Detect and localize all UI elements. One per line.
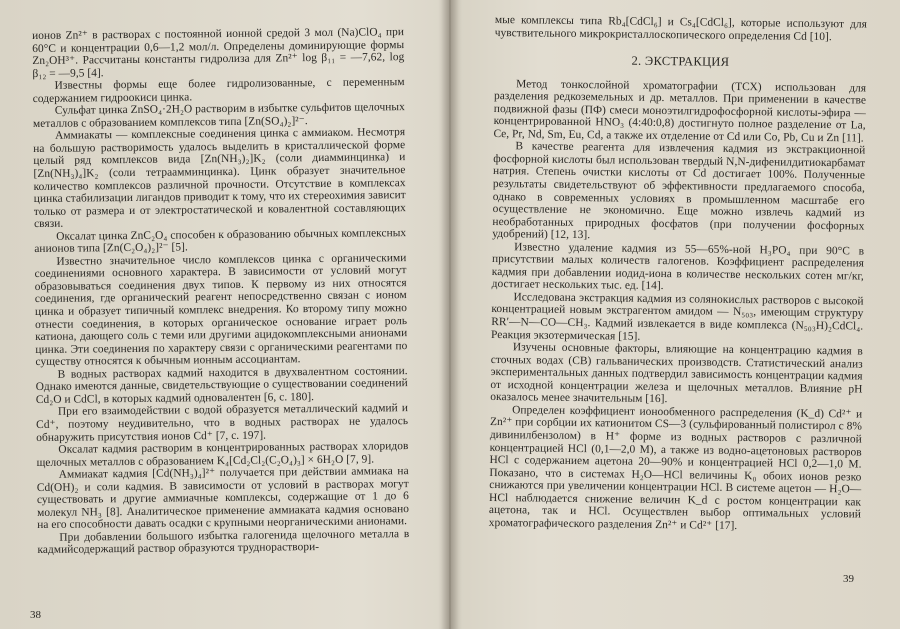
page-number: 39 <box>843 573 854 585</box>
paragraph: Аммиакаты — комплексные соединения цинка с аммиаком. Несмотря на большую растворимость удалось выделить в кристаллической форме целый ряд комплексов вида [Zn(NH₃)₂]K₂ (соли диамминцинка) и [Zn(NH₃)₄]K₂ (соли тетраамминцинка). Цинк образует значительное количество комплексов различной прочности. Отсутствие в комплексах цинка стабилизации лигандов приводит к тому, что их стереохимия зависит только от размера и от электростатической и ковалентной составляющих связи. <box>33 126 406 231</box>
left-page <box>0 0 449 629</box>
paragraph: В водных растворах кадмий находится в двухвалентном состоянии. Однако имеются данные, свидетельствующие о существовании соединений Cd₂O и CdCl, в которых кадмий одновалентен [6, с. 180]. <box>35 364 408 406</box>
paragraph: Известно удаление кадмия из 55—65%-ной H₃PO₄ при 90°C в присутствии малых количеств галогенов. Коэффициент распределения кадмия при добавлении иодид-иона в количестве нескольких сотен мг/кг, достигает нескольких тыс. ед. [14]. <box>491 241 865 293</box>
paragraph: Известно значительное число комплексов цинка с органическими соединениями основного характера. В зависимости от условий могут образовываться соединения двух типов. К первому из них относятся соединения, где органический реагент непосредственно связан с ионом цинка и образует типичный комплекс внедрения. Ко второму типу можно отнести соединения, в которых органическое основание играет роль катиона, дающего соль с теми или другими ацидокомплексными анионами цинка. Эти соединения по характеру связи с органическими реагентами по существу относятся к обычным ионным ассоциантам. <box>34 251 408 369</box>
paragraph: В качестве реагента для извлечения кадмия из экстракционной фосфорной кислоты был использован твердый N,N-дифенилдитиокарбамат натрия. Степень очистки кислоты от Cd достигает 100%. Полученные результаты свидетельствуют об эффективности предлагаемого способа, однако в современных условиях в промышленном масштабе его осуществление не экономично. Еще можно извлечь кадмий из необработанных природных фосфатов (при получении фосфорных удобрений) [12, 13]. <box>492 140 866 242</box>
right-page <box>451 0 900 629</box>
section-heading: 2. ЭКСТРАКЦИЯ <box>631 53 730 69</box>
paragraph: Аммиакат кадмия [Cd(NH₃)₄]²⁺ получается при действии аммиака на Cd(OH)₂ и соли кадмия. В зависимости от условий в растворах могут существовать и другие аммиачные комплексы, содержащие от 1 до 6 молекул NH₃ [8]. Аналитическое применение аммиаката кадмия основано на его способности давать осадки с крупными неорганическими анионами. <box>36 465 410 532</box>
left-page-text-column <box>32 26 409 557</box>
paragraph: ионов Zn²⁺ в растворах с постоянной ионной средой 3 мол (Na)ClO₄ при 60°C и концентрации 0,6—1,2 мол/л. Определены доминирующие формы Zn₂OH³⁺. Рассчитаны константы гидролиза для Zn²⁺ log β₁₁ = —7,62, log β₁₂ = —9,5 [4]. <box>32 26 405 80</box>
paragraph: Исследована экстракция кадмия из солянокислых растворов с высокой концентрацией новым экстрагентом амидом — N₅₀₃, имеющим структуру RR′—N—CO—CH₃. Кадмий извлекается в виде комплекса (N₅₀₃H)₂CdCl₄. Реакция экзотермическая [15]. <box>491 291 864 343</box>
paragraph: Известны формы еще более гидролизованные, с переменным содержанием гидроокиси цинка. <box>32 76 405 105</box>
continued-paragraph: мые комплексы типа Rb₄[CdCl₆] и Cs₄[CdCl₆], которые используют для чувствительного микрокристаллоскопического определения Cd [10]. <box>494 14 867 43</box>
paragraph: При его взаимодействии с водой образуется металлический кадмий и Cd⁺, поэтому неудивительно, что в водных растворах не удалось обнаружить присутствия ионов Cd⁺ [7, с. 197]. <box>36 402 409 444</box>
paragraph: При добавлении большого избытка галогенида щелочного металла в кадмийсодержащий раствор образуются труднораствори- <box>37 527 410 557</box>
paragraph: Оксалат цинка ZnC₂O₄ способен к образованию обычных комплексных анионов типа [Zn(C₂O₄)₂]²⁻ [5]. <box>34 226 407 256</box>
paragraph: Метод тонкослойной хроматографии (ТСХ) использован для разделения редкоземельных и др. металлов. При применении в качестве подвижной фазы (ПФ) смеси моноэтилгидрофосфорной кислоты-эфира — концентрированной HNO₃ (4:40:0,8) достигнуто полное разделение от La, Ce, Pr, Nd, Sm, Eu, Cd, а также их отделение от Cd или Co, Pb, Cu и Zn [11]. <box>493 77 867 145</box>
paragraph: Определен коэффициент ионообменного распределения (K_d) Cd²⁺ и Zn²⁺ при сорбции их катионитом CS—3 (сульфированный полистирол с 8% дивинилбензолом) в H⁺ форме из водных растворов с различной концентрацией HCl (0,1—2,0 M), а также из водно-ацетоновых растворов HCl с содержанием ацетона 20—90% и концентрацией HCl 0,2—1,0 M. Показано, что в системах H₂O—HCl величины K₀ обоих ионов резко снижаются при увеличении концентрации HCl. В системе ацетон — H₂O—HCl наблюдается снижение величин K_d с ростом концентрации как ацетона, так и HCl. Осуществлен выбор оптимальных условий хроматографического разделения Zn²⁺ и Cd²⁺ [17]. <box>488 404 863 532</box>
paragraph: Изучены основные факторы, влияющие на концентрацию кадмия в сточных водах (СВ) гальванических производств. Статистический анализ экспериментальных данных подтвердил зависимость концентрации кадмия от исходной концентрации железа и щелочных металлов. Влияние pH оказалось менее значительным [16]. <box>490 341 863 406</box>
paragraph: Сульфат цинка ZnSO₄·2H₂O растворим в избытке сульфитов щелочных металлов с образованием комплексов типа [Zn(SO₄)₂]²⁻. <box>32 101 405 130</box>
right-page-text-column <box>489 14 867 534</box>
paragraph: Оксалат кадмия растворим в концентрированных растворах хлоридов щелочных металлов с образованием K₄[Cd₂Cl₂(C₂O₄)₃] × 6H₂O [7, 9]. <box>36 440 409 469</box>
page-number: 38 <box>30 609 41 621</box>
